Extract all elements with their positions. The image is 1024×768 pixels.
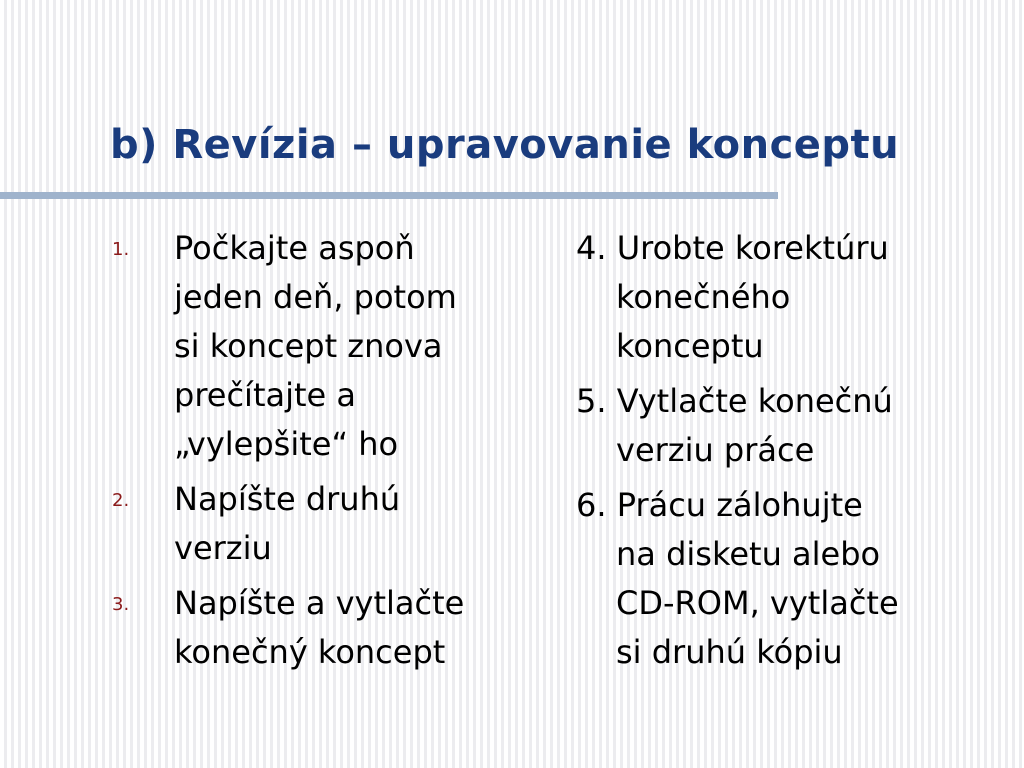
text-line: konečný koncept — [174, 633, 446, 671]
list-item-text — [576, 229, 889, 365]
list-item-2 — [112, 475, 552, 573]
list-item-1 — [112, 224, 552, 469]
text-line: na disketu alebo — [616, 535, 881, 573]
slide-title: b) Revízia – upravovanie konceptu — [110, 122, 900, 168]
text-line: konečného — [616, 278, 791, 316]
right-list — [576, 224, 1016, 683]
list-item-text — [576, 382, 893, 469]
list-item-6 — [576, 481, 1016, 677]
list-item-4 — [576, 224, 1016, 371]
text-line: si druhú kópiu — [616, 633, 843, 671]
list-number: 2. — [112, 490, 130, 511]
text-line: prečítajte a — [174, 376, 356, 414]
text-line: CD-ROM, vytlačte — [616, 584, 899, 622]
text-line: verziu práce — [616, 431, 815, 469]
list-item-text — [174, 224, 552, 469]
list-item-3 — [112, 579, 552, 677]
title-underline — [0, 192, 778, 199]
text-line: jeden deň, potom — [174, 278, 457, 316]
text-line: verziu — [174, 529, 272, 567]
list-number: 3. — [112, 594, 130, 615]
list-item-text — [174, 579, 552, 677]
text-line: si koncept znova — [174, 327, 443, 365]
text-line: Napíšte a vytlačte — [174, 584, 465, 622]
list-item-text — [576, 486, 899, 671]
left-numbered-list — [112, 224, 552, 683]
list-number: 1. — [112, 239, 130, 260]
text-line: Napíšte druhú — [174, 480, 401, 518]
list-item-5 — [576, 377, 1016, 475]
text-line: „vylepšite“ ho — [174, 425, 399, 463]
text-line: 6. Prácu zálohujte — [576, 486, 863, 524]
list-item-text — [174, 475, 552, 573]
text-line: 4. Urobte korektúru — [576, 229, 889, 267]
text-line: Počkajte aspoň — [174, 229, 415, 267]
text-line: konceptu — [616, 327, 764, 365]
text-line: 5. Vytlačte konečnú — [576, 382, 893, 420]
